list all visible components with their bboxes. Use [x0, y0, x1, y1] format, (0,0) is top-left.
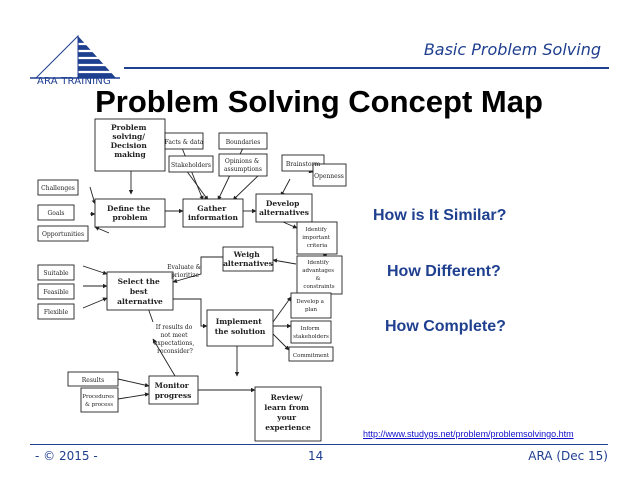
label-weigh: Weigh alternatives — [223, 250, 273, 268]
label-brainstorm: Brainstorm — [285, 161, 321, 168]
slide-topic: Basic Problem Solving — [423, 40, 601, 59]
label-monitor: Monitor progress — [154, 381, 192, 400]
label-procedures: Procedures & process — [82, 394, 114, 408]
label-commitment: Commitment — [292, 353, 330, 359]
node-procedures — [81, 388, 118, 412]
question-different: How Different? — [387, 263, 501, 280]
brand-name: ARA TRAINING — [37, 76, 111, 87]
label-flexible: Flexible — [43, 309, 69, 316]
footer-copyright: - © 2015 - — [35, 449, 98, 463]
label-openness: Openness — [314, 173, 344, 180]
source-link[interactable]: http://www.studygs.net/problem/problemsolvingo.htm — [363, 429, 574, 439]
label-results: Results — [81, 377, 105, 384]
slide-title: Problem Solving Concept Map — [95, 84, 543, 119]
label-review: Review/ learn from your experience — [264, 393, 311, 432]
label-if-results: If results do not meet expectations, reconsider? — [153, 324, 195, 355]
label-boundaries: Boundaries — [225, 139, 261, 146]
label-opportunities: Opportunities — [41, 231, 85, 238]
label-implement: Implement the solution — [214, 317, 266, 336]
label-select: Select the best alternative — [117, 277, 163, 306]
label-opinions: Opinions & assumptions — [223, 158, 263, 173]
label-inform: Inform stakeholders — [293, 326, 329, 340]
question-complete: How Complete? — [385, 318, 506, 335]
label-suitable: Suitable — [43, 270, 69, 277]
label-facts: Facts & data — [164, 139, 204, 146]
footer-date: ARA (Dec 15) — [528, 449, 608, 463]
label-goals: Goals — [47, 210, 65, 217]
concept-map — [33, 114, 351, 444]
label-problem-solving: Problem solving/ Decision making — [110, 123, 147, 159]
label-stakeholders: Stakeholders — [170, 162, 212, 169]
footer-page-number: 14 — [308, 449, 324, 463]
label-feasible: Feasible — [43, 289, 69, 296]
label-plan: Develop a plan — [296, 299, 324, 313]
header-rule — [124, 67, 609, 69]
label-advantages: Identify advantages & constraints — [302, 260, 335, 290]
label-define: Define the problem — [107, 204, 151, 222]
label-criteria: Identify important criteria — [302, 227, 330, 249]
footer-rule — [30, 444, 608, 445]
node-plan — [291, 293, 331, 318]
label-develop: Develop alternatives — [259, 199, 309, 217]
question-similar: How is It Similar? — [373, 207, 507, 224]
label-challenges: Challenges — [41, 185, 75, 192]
label-gather: Gather information — [187, 204, 239, 222]
label-evaluate: Evaluate & prioritize — [167, 264, 201, 279]
